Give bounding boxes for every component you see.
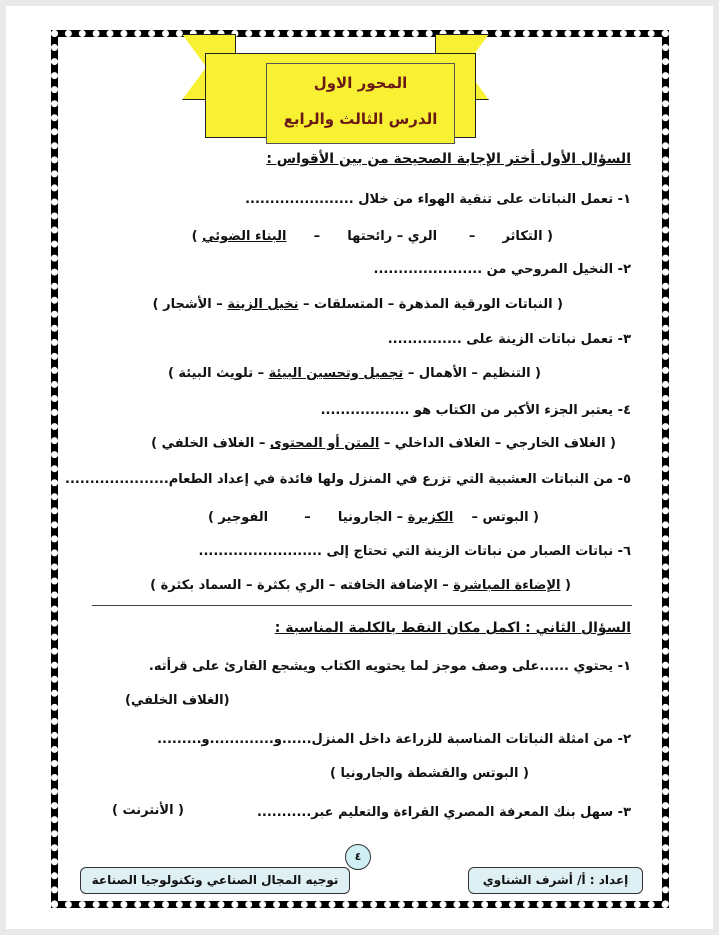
q1-text: ١- تعمل النباتات على تنقية الهواء من خلال ...................... <box>245 192 631 207</box>
q4-options: ( الغلاف الخارجي – الغلاف الداخلي – المتن أو المحتوى – الغلاف الخلفي ) <box>151 436 616 451</box>
s2-q1-text: ١- يحتوي ......على وصف موجز لما يحتويه الكتاب ويشجع القارئ على قرأته. <box>148 659 631 674</box>
section-divider <box>92 605 632 606</box>
q3-options: ( التنظيم – الأهمال – تجميل وتحسين البيئة – تلويث البيئة ) <box>167 366 541 381</box>
section2-heading: السؤال الثاني : اكمل مكان النقط بالكلمة المناسبة : <box>274 620 631 636</box>
q5-text: ٥- من النباتات العشبية التي تزرع في المنزل ولها فائدة في إعداد الطعام..................... <box>65 472 631 487</box>
title-line1: المحور الاول <box>313 74 408 92</box>
q1-options: ( التكاثر – الري – رائحتها – البناء الضوئي ) <box>191 229 553 244</box>
q6-answer: الإضاءة المباشرة <box>453 578 561 593</box>
s2-q3-text: ٣- سهل بنك المعرفة المصري القراءة والتعليم عبر........... <box>256 805 631 820</box>
s2-q2-answer: ( البوتس والقشطة والجارونيا ) <box>330 766 529 781</box>
q4-answer: المتن أو المحتوى <box>269 436 380 451</box>
s2-q2-text: ٢- من امثلة النباتات المناسبة للزراعة داخل المنزل......و.............و......... <box>157 732 631 747</box>
q3-answer: تجميل وتحسين البيئة <box>268 366 404 381</box>
q5-options: ( البوتس – الكزبرة – الجارونيا – الفوجير ) <box>207 510 539 525</box>
page-number: ٤ <box>345 844 371 870</box>
author-box: إعداد : أ/ أشرف الشناوي <box>468 867 643 894</box>
title-line2: الدرس الثالث والرابع <box>283 110 438 128</box>
q1-answer: البناء الضوئي <box>202 229 287 244</box>
s2-q3-answer: ( الأنترنت ) <box>112 803 184 818</box>
title-box <box>266 63 455 144</box>
q6-options: ( الإضاءة المباشرة – الإضافة الخافته – الري بكثرة – السماد بكثرة ) <box>150 578 571 593</box>
subject-box: توجيه المجال الصناعي وتكنولوجيا الصناعة <box>80 867 350 894</box>
s2-q1-answer: (الغلاف الخلفي) <box>125 693 230 708</box>
q2-text: ٢- النخيل المروحي من ...................... <box>373 262 631 277</box>
q2-answer: نخيل الزينة <box>227 297 299 312</box>
q4-text: ٤- يعتبر الجزء الأكبر من الكتاب هو .................. <box>320 403 631 418</box>
q2-options: ( النباتات الورقية المذهرة – المتسلقات – نخيل الزينة – الأشجار ) <box>152 297 563 312</box>
section1-heading: السؤال الأول أختر الإجابة الصحيحة من بين الأقواس : <box>266 151 631 167</box>
q5-answer: الكزبرة <box>407 510 454 525</box>
q6-text: ٦- نباتات الصبار من نباتات الزينة التي تحتاج إلى ......................... <box>198 544 631 559</box>
q3-text: ٣- تعمل نباتات الزينة على ............... <box>387 332 631 347</box>
